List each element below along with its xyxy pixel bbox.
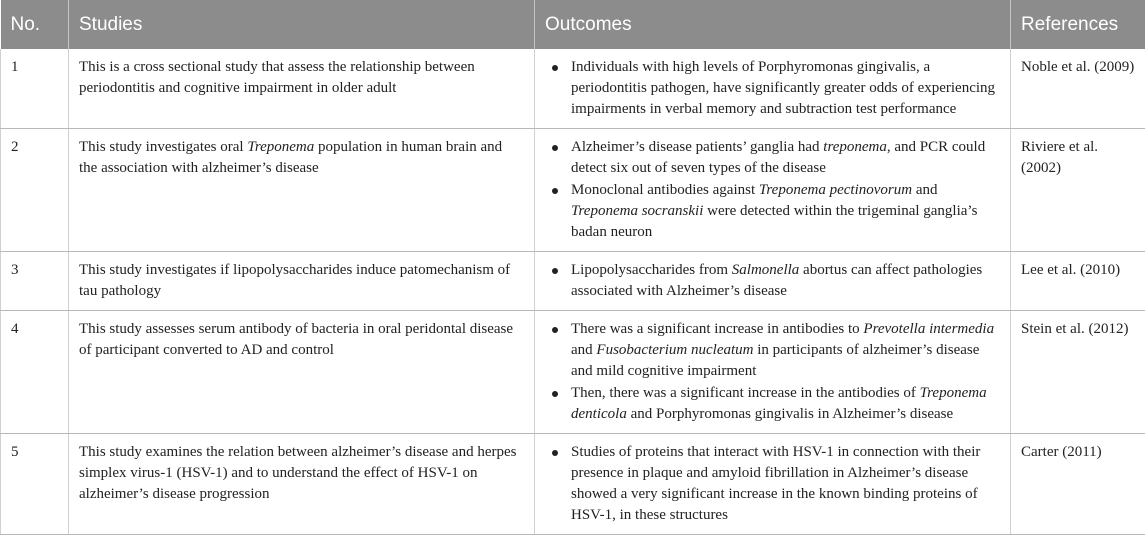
italic-term: Fusobacterium nucleatum [596,342,754,358]
table-row [1,434,1145,535]
row-number: 3 [1,252,69,311]
study-description [69,311,535,434]
text-segment: Studies of proteins that interact with HSV-1 in connection with their presence in plaque and amyloid fibrillation in Alzheimer’s disease showed a very significant increase in the known binding proteins of HSV-1, in these structures [571,444,981,523]
reference-citation: Noble et al. (2009) [1011,49,1145,129]
outcome-bullet [549,57,1000,120]
outcome-bullet [549,319,1000,382]
italic-term: Salmonella [731,262,800,278]
outcome-bullet [549,442,1000,526]
header-row [1,0,1145,49]
text-segment: This study investigates if lipopolysaccharides induce patomechanism of tau pathology [79,262,511,299]
header-studies: Studies [69,0,535,49]
text-segment: and [912,182,938,198]
row-number: 5 [1,434,69,535]
text-segment: , and PCR could detect six out of seven types of the disease [571,139,986,176]
reference-citation: Riviere et al. (2002) [1011,129,1145,252]
italic-term: Treponema [247,139,315,155]
text-segment: There was a significant increase in antibodies to [571,321,864,337]
text-segment: in participants of alzheimer’s disease and mild cognitive impairment [571,342,980,379]
text-segment: This study investigates oral [79,139,248,155]
reference-citation: Carter (2011) [1011,434,1145,535]
study-description [69,252,535,311]
italic-term: Treponema pectinovorum [758,182,913,198]
outcome-bullet [549,260,1000,302]
table-body [1,49,1145,535]
header-references: References [1011,0,1145,49]
table-header [1,0,1145,49]
text-segment: Then, there was a significant increase in the antibodies of [571,385,920,401]
table-row [1,49,1145,129]
study-description [69,129,535,252]
italic-term: Treponema denticola [571,385,987,422]
italic-term: treponema [823,139,887,155]
text-segment: Individuals with high levels of Porphyromonas gingivalis, a periodontitis pathogen, have significantly greater odds of experiencing impairments in verbal memory and subtraction test performance [571,59,996,117]
text-segment: This study assesses serum antibody of bacteria in oral peridontal disease of participant converted to AD and control [79,321,514,358]
outcomes-cell [535,252,1011,311]
text-segment: Monoclonal antibodies against [571,182,759,198]
row-number: 4 [1,311,69,434]
outcome-bullet [549,180,1000,243]
outcome-bullet [549,383,1000,425]
header-no: No. [1,0,69,49]
study-description [69,434,535,535]
table-row [1,252,1145,311]
outcome-bullet [549,137,1000,179]
text-segment: population in human brain and the association with alzheimer’s disease [79,139,503,176]
header-outcomes: Outcomes [535,0,1011,49]
text-segment: This is a cross sectional study that assess the relationship between periodontitis and cognitive impairment in older adult [79,59,475,96]
text-segment: This study examines the relation between alzheimer’s disease and herpes simplex virus-1 (HSV-1) and to understand the effect of HSV-1 on alzheimer’s disease progression [79,444,517,502]
outcomes-cell [535,434,1011,535]
text-segment: Alzheimer’s disease patients’ ganglia had [571,139,824,155]
table-row [1,129,1145,252]
italic-term: Treponema socranskii [571,203,704,219]
table-row [1,311,1145,434]
text-segment: and Porphyromonas gingivalis in Alzheimer’s disease [626,406,954,422]
text-segment: Lipopolysaccharides from [571,262,732,278]
row-number: 2 [1,129,69,252]
text-segment: abortus can affect pathologies associated with Alzheimer’s disease [571,262,983,299]
italic-term: Prevotella intermedia [863,321,995,337]
outcomes-cell [535,129,1011,252]
reference-citation: Lee et al. (2010) [1011,252,1145,311]
outcomes-cell [535,49,1011,129]
study-description [69,49,535,129]
text-segment: and [571,342,597,358]
outcomes-cell [535,311,1011,434]
reference-citation: Stein et al. (2012) [1011,311,1145,434]
text-segment: were detected within the trigeminal ganglia’s badan neuron [571,203,978,240]
row-number: 1 [1,49,69,129]
